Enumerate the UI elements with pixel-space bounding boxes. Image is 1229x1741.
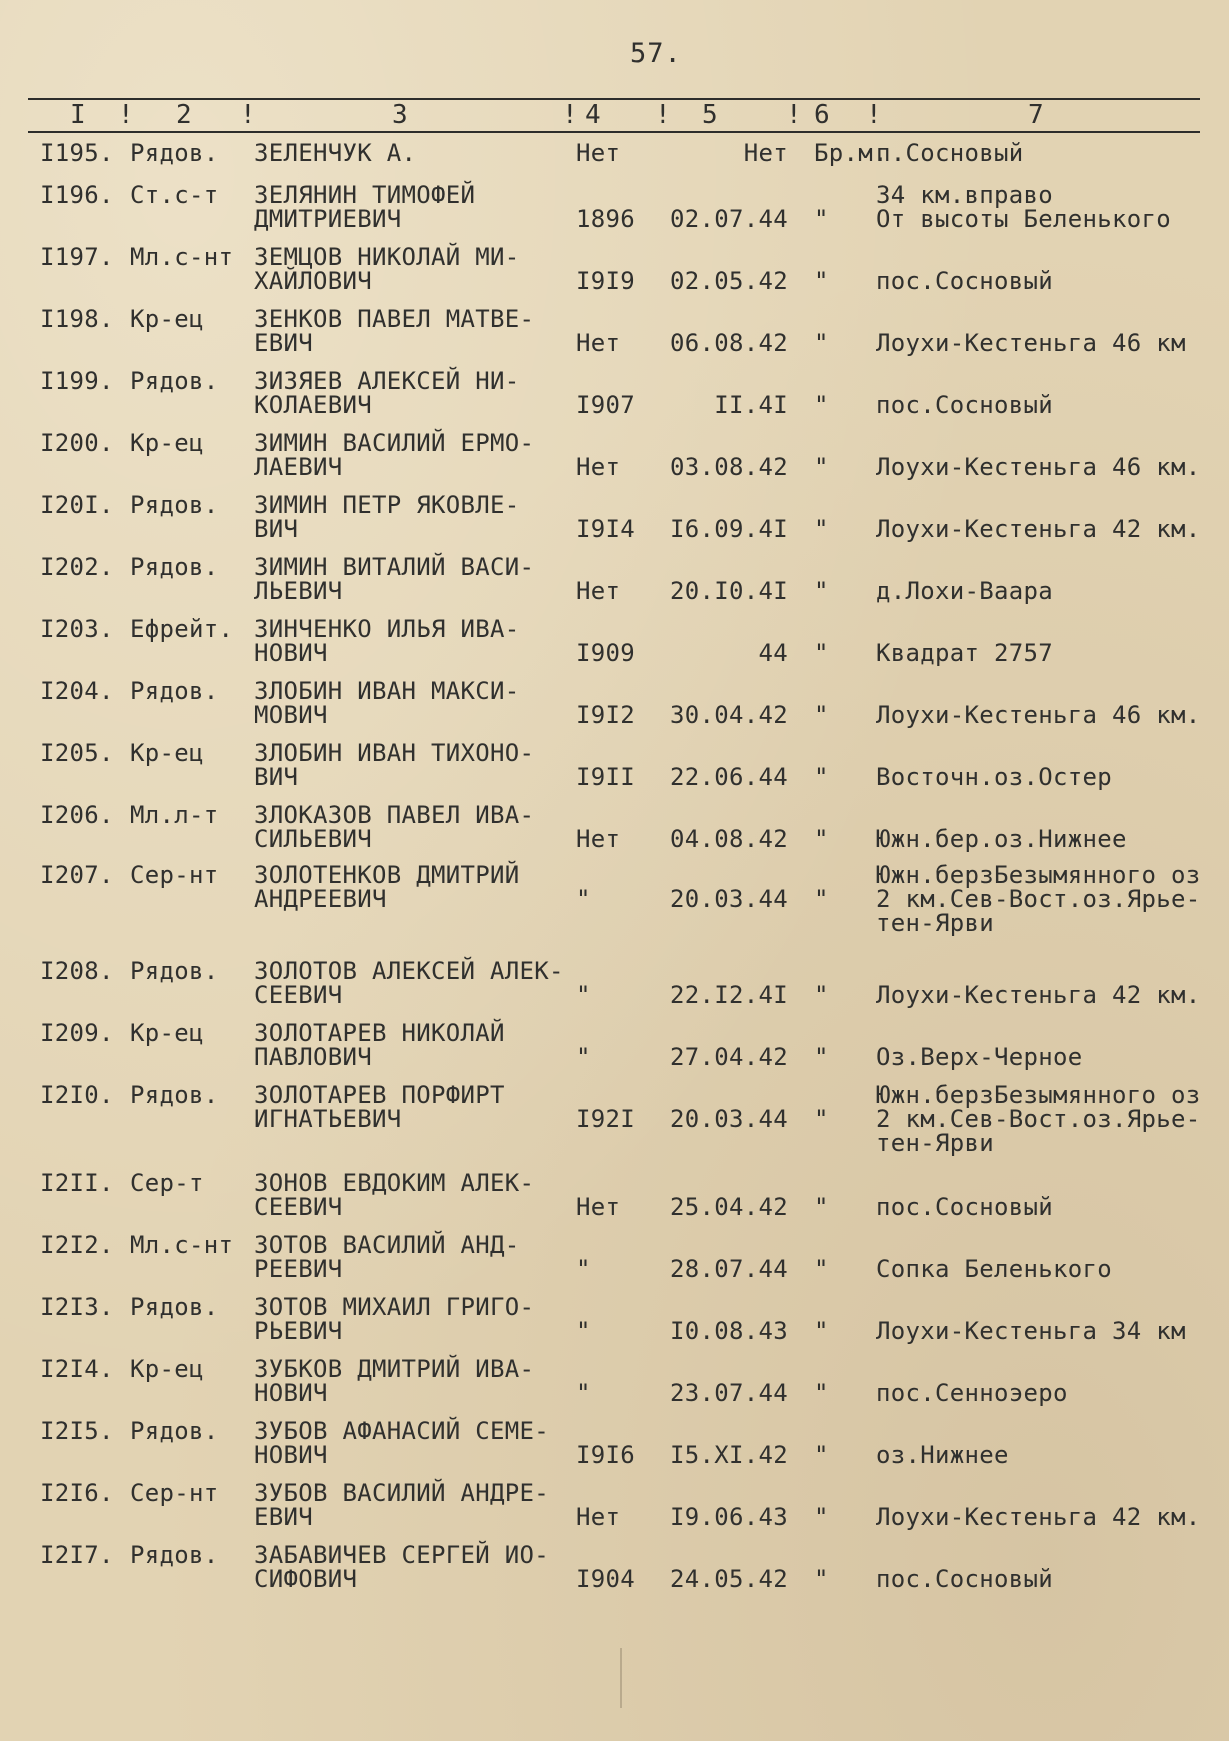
soldier-name-line1: ЗЛОБИН ИВАН ТИХОНО- (254, 739, 535, 767)
soldier-name-line1: ЗОЛОТЕНКОВ ДМИТРИЙ (254, 861, 520, 889)
birth-year: I909 (576, 639, 635, 667)
burial-type: " (814, 329, 829, 357)
column-separator: ! (655, 100, 671, 130)
soldier-name-line2: МОВИЧ (254, 701, 328, 729)
military-rank: Рядов. (130, 553, 219, 581)
burial-place-line3: тен-Ярви (876, 1129, 994, 1157)
soldier-name-line1: ЗОТОВ МИХАИЛ ГРИГО- (254, 1293, 535, 1321)
soldier-name-line2: ПАВЛОВИЧ (254, 1043, 372, 1071)
date-of-death: 02.07.44 (670, 205, 788, 233)
soldier-name-line2: НОВИЧ (254, 1379, 328, 1407)
military-rank: Рядов. (130, 1293, 219, 1321)
soldier-name-line2: НОВИЧ (254, 639, 328, 667)
soldier-name-line2: ЛЬЕВИЧ (254, 577, 343, 605)
soldier-name-line2: ЕВИЧ (254, 329, 313, 357)
burial-place-line1: Квадрат 2757 (876, 639, 1053, 667)
burial-type: " (814, 391, 829, 419)
date-of-death: 28.07.44 (670, 1255, 788, 1283)
burial-type: " (814, 205, 829, 233)
soldier-name-line1: ЗУБКОВ ДМИТРИЙ ИВА- (254, 1355, 535, 1383)
birth-year: Нет (576, 453, 621, 481)
soldier-name-line2: РЬЕВИЧ (254, 1317, 343, 1345)
page-number: 57. (630, 38, 682, 69)
military-rank: Кр-ец (130, 1355, 204, 1383)
burial-type: " (814, 1193, 829, 1221)
birth-year: I92I (576, 1105, 635, 1133)
birth-year: Нет (576, 139, 621, 167)
soldier-name-line1: ЗОЛОТОВ АЛЕКСЕЙ АЛЕК- (254, 957, 564, 985)
military-rank: Рядов. (130, 677, 219, 705)
record-number: I2II. (40, 1169, 114, 1197)
military-rank: Ст.с-т (130, 181, 219, 209)
birth-year: Нет (576, 1193, 621, 1221)
burial-place-line1: оз.Нижнее (876, 1441, 1009, 1469)
birth-year: " (576, 1255, 591, 1283)
birth-year: " (576, 1043, 591, 1071)
record-number: I199. (40, 367, 114, 395)
burial-type: " (814, 1441, 829, 1469)
date-of-death: 04.08.42 (670, 825, 788, 853)
burial-place-line1: пос.Сенноэеро (876, 1379, 1068, 1407)
soldier-name-line2: ВИЧ (254, 515, 299, 543)
military-rank: Рядов. (130, 1417, 219, 1445)
record-number: I200. (40, 429, 114, 457)
date-of-death: 44 (758, 639, 788, 667)
burial-place-line1: Лоухи-Кестеньга 46 км. (876, 701, 1201, 729)
military-rank: Мл.с-нт (130, 1231, 234, 1259)
record-number: I2I7. (40, 1541, 114, 1569)
burial-type: " (814, 1105, 829, 1133)
column-separator: ! (118, 100, 134, 130)
military-rank: Рядов. (130, 139, 219, 167)
record-number: I20I. (40, 491, 114, 519)
soldier-name-line1: ЗИМИН ПЕТР ЯКОВЛЕ- (254, 491, 520, 519)
burial-place-line1: Южн.берзБезымянного оз (876, 861, 1201, 889)
birth-year: I9I6 (576, 1441, 635, 1469)
birth-year: " (576, 1379, 591, 1407)
burial-type: " (814, 763, 829, 791)
burial-place-line1: Лоухи-Кестеньга 42 км. (876, 515, 1201, 543)
burial-type: " (814, 1503, 829, 1531)
military-rank: Кр-ец (130, 429, 204, 457)
soldier-name-line2: СЕЕВИЧ (254, 1193, 343, 1221)
burial-place-line1: Лоухи-Кестеньга 42 км. (876, 981, 1201, 1009)
date-of-death: 20.I0.4I (670, 577, 788, 605)
date-of-death: 03.08.42 (670, 453, 788, 481)
burial-place-line3: тен-Ярви (876, 909, 994, 937)
soldier-name-line1: ЗЕЛЯНИН ТИМОФЕЙ (254, 181, 476, 209)
burial-type: " (814, 577, 829, 605)
burial-place-line1: Южн.берзБезымянного оз (876, 1081, 1201, 1109)
soldier-name-line2: НОВИЧ (254, 1441, 328, 1469)
burial-place-line1: пос.Сосновый (876, 1565, 1053, 1593)
record-number: I195. (40, 139, 114, 167)
military-rank: Рядов. (130, 367, 219, 395)
burial-type: " (814, 885, 829, 913)
record-number: I203. (40, 615, 114, 643)
record-number: I2I2. (40, 1231, 114, 1259)
column-header-4: 4 (585, 100, 601, 130)
military-rank: Кр-ец (130, 1019, 204, 1047)
military-rank: Кр-ец (130, 739, 204, 767)
burial-place-line2: 2 км.Сев-Вост.оз.Ярье- (876, 885, 1201, 913)
birth-year: I9I4 (576, 515, 635, 543)
military-rank: Рядов. (130, 1081, 219, 1109)
soldier-name-line2: СИФОВИЧ (254, 1565, 358, 1593)
soldier-name-line2: КОЛАЕВИЧ (254, 391, 372, 419)
record-number: I2I3. (40, 1293, 114, 1321)
birth-year: I907 (576, 391, 635, 419)
soldier-name-line2: ИГНАТЬЕВИЧ (254, 1105, 402, 1133)
record-number: I2I5. (40, 1417, 114, 1445)
column-separator: ! (866, 100, 882, 130)
burial-place-line1: Южн.бер.оз.Нижнее (876, 825, 1127, 853)
military-rank: Рядов. (130, 957, 219, 985)
burial-type: Бр.м. (814, 139, 888, 167)
birth-year: " (576, 885, 591, 913)
birth-year: " (576, 981, 591, 1009)
column-header-5: 5 (702, 100, 718, 130)
birth-year: I9I9 (576, 267, 635, 295)
birth-year: I9I2 (576, 701, 635, 729)
birth-year: Нет (576, 1503, 621, 1531)
soldier-name-line1: ЗАБАВИЧЕВ СЕРГЕЙ ИО- (254, 1541, 549, 1569)
soldier-name-line1: ЗЛОКАЗОВ ПАВЕЛ ИВА- (254, 801, 535, 829)
column-header-3: 3 (392, 100, 408, 130)
burial-place-line2: 2 км.Сев-Вост.оз.Ярье- (876, 1105, 1201, 1133)
soldier-name-line1: ЗОЛОТАРЕВ ПОРФИРТ (254, 1081, 505, 1109)
soldier-name-line2: ВИЧ (254, 763, 299, 791)
column-header-2: 2 (176, 100, 192, 130)
column-separator: ! (786, 100, 802, 130)
soldier-name-line1: ЗЕЛЕНЧУК А. (254, 139, 417, 167)
soldier-name-line1: ЗИЗЯЕВ АЛЕКСЕЙ НИ- (254, 367, 520, 395)
burial-place-line1: пос.Сосновый (876, 1193, 1053, 1221)
burial-place-line1: д.Лохи-Ваара (876, 577, 1053, 605)
date-of-death: 02.05.42 (670, 267, 788, 295)
military-rank: Сер-нт (130, 861, 219, 889)
date-of-death: 27.04.42 (670, 1043, 788, 1071)
soldier-name-line2: РЕЕВИЧ (254, 1255, 343, 1283)
burial-type: " (814, 1255, 829, 1283)
record-number: I209. (40, 1019, 114, 1047)
soldier-name-line1: ЗОНОВ ЕВДОКИМ АЛЕК- (254, 1169, 535, 1197)
burial-place-line1: Лоухи-Кестеньга 34 км (876, 1317, 1186, 1345)
record-number: I205. (40, 739, 114, 767)
date-of-death: 20.03.44 (670, 1105, 788, 1133)
soldier-name-line1: ЗЛОБИН ИВАН МАКСИ- (254, 677, 520, 705)
burial-place-line2: От высоты Беленького (876, 205, 1171, 233)
record-number: I2I4. (40, 1355, 114, 1383)
burial-type: " (814, 1043, 829, 1071)
burial-type: " (814, 1565, 829, 1593)
paper-crease (620, 1648, 622, 1708)
military-rank: Сер-нт (130, 1479, 219, 1507)
record-number: I204. (40, 677, 114, 705)
burial-place-line1: Лоухи-Кестеньга 42 км. (876, 1503, 1201, 1531)
record-number: I206. (40, 801, 114, 829)
burial-place-line1: Оз.Верх-Черное (876, 1043, 1083, 1071)
burial-type: " (814, 981, 829, 1009)
burial-place-line1: Сопка Беленького (876, 1255, 1112, 1283)
date-of-death: 20.03.44 (670, 885, 788, 913)
military-rank: Ефрейт. (130, 615, 234, 643)
column-separator: ! (562, 100, 578, 130)
record-number: I202. (40, 553, 114, 581)
column-header-6: 6 (814, 100, 830, 130)
column-header-1: I (70, 100, 86, 130)
record-number: I2I6. (40, 1479, 114, 1507)
soldier-name-line1: ЗИМИН ВАСИЛИЙ ЕРМО- (254, 429, 535, 457)
date-of-death: I0.08.43 (670, 1317, 788, 1345)
military-rank: Рядов. (130, 1541, 219, 1569)
soldier-name-line2: СИЛЬЕВИЧ (254, 825, 372, 853)
birth-year: Нет (576, 577, 621, 605)
date-of-death: Нет (743, 139, 788, 167)
military-rank: Мл.с-нт (130, 243, 234, 271)
birth-year: " (576, 1317, 591, 1345)
burial-place-line1: Лоухи-Кестеньга 46 км. (876, 453, 1201, 481)
burial-place-line1: Восточн.оз.Остер (876, 763, 1112, 791)
burial-place-line1: пос.Сосновый (876, 267, 1053, 295)
burial-type: " (814, 1317, 829, 1345)
burial-place-line1: пос.Сосновый (876, 391, 1053, 419)
record-number: I198. (40, 305, 114, 333)
military-rank: Мл.л-т (130, 801, 219, 829)
soldier-name-line2: ХАЙЛОВИЧ (254, 267, 372, 295)
burial-type: " (814, 701, 829, 729)
burial-place-line1: 34 км.вправо (876, 181, 1053, 209)
date-of-death: II.4I (714, 391, 788, 419)
soldier-name-line1: ЗОЛОТАРЕВ НИКОЛАЙ (254, 1019, 505, 1047)
date-of-death: I5.XI.42 (670, 1441, 788, 1469)
military-rank: Рядов. (130, 491, 219, 519)
date-of-death: 25.04.42 (670, 1193, 788, 1221)
soldier-name-line2: ЛАЕВИЧ (254, 453, 343, 481)
burial-place-line1: Лоухи-Кестеньга 46 км (876, 329, 1186, 357)
burial-type: " (814, 639, 829, 667)
date-of-death: I6.09.4I (670, 515, 788, 543)
date-of-death: 06.08.42 (670, 329, 788, 357)
record-number: I196. (40, 181, 114, 209)
burial-type: " (814, 825, 829, 853)
record-number: I207. (40, 861, 114, 889)
soldier-name-line1: ЗЕНКОВ ПАВЕЛ МАТВЕ- (254, 305, 535, 333)
soldier-name-line2: СЕЕВИЧ (254, 981, 343, 1009)
column-separator: ! (240, 100, 256, 130)
record-number: I2I0. (40, 1081, 114, 1109)
military-rank: Сер-т (130, 1169, 204, 1197)
burial-place-line1: п.Сосновый (876, 139, 1024, 167)
date-of-death: 24.05.42 (670, 1565, 788, 1593)
burial-type: " (814, 1379, 829, 1407)
date-of-death: 22.I2.4I (670, 981, 788, 1009)
column-header-7: 7 (1028, 100, 1044, 130)
burial-type: " (814, 267, 829, 295)
date-of-death: 22.06.44 (670, 763, 788, 791)
soldier-name-line2: ЕВИЧ (254, 1503, 313, 1531)
soldier-name-line1: ЗИМИН ВИТАЛИЙ ВАСИ- (254, 553, 535, 581)
soldier-name-line1: ЗЕМЦОВ НИКОЛАЙ МИ- (254, 243, 520, 271)
burial-type: " (814, 453, 829, 481)
record-number: I208. (40, 957, 114, 985)
burial-type: " (814, 515, 829, 543)
birth-year: 1896 (576, 205, 635, 233)
soldier-name-line2: ДМИТРИЕВИЧ (254, 205, 402, 233)
soldier-name-line1: ЗИНЧЕНКО ИЛЬЯ ИВА- (254, 615, 520, 643)
soldier-name-line2: АНДРЕЕВИЧ (254, 885, 387, 913)
soldier-name-line1: ЗУБОВ ВАСИЛИЙ АНДРЕ- (254, 1479, 549, 1507)
military-rank: Кр-ец (130, 305, 204, 333)
date-of-death: 23.07.44 (670, 1379, 788, 1407)
date-of-death: 30.04.42 (670, 701, 788, 729)
record-number: I197. (40, 243, 114, 271)
birth-year: I904 (576, 1565, 635, 1593)
birth-year: I9II (576, 763, 635, 791)
soldier-name-line1: ЗОТОВ ВАСИЛИЙ АНД- (254, 1231, 520, 1259)
soldier-name-line1: ЗУБОВ АФАНАСИЙ СЕМЕ- (254, 1417, 549, 1445)
date-of-death: I9.06.43 (670, 1503, 788, 1531)
birth-year: Нет (576, 825, 621, 853)
birth-year: Нет (576, 329, 621, 357)
